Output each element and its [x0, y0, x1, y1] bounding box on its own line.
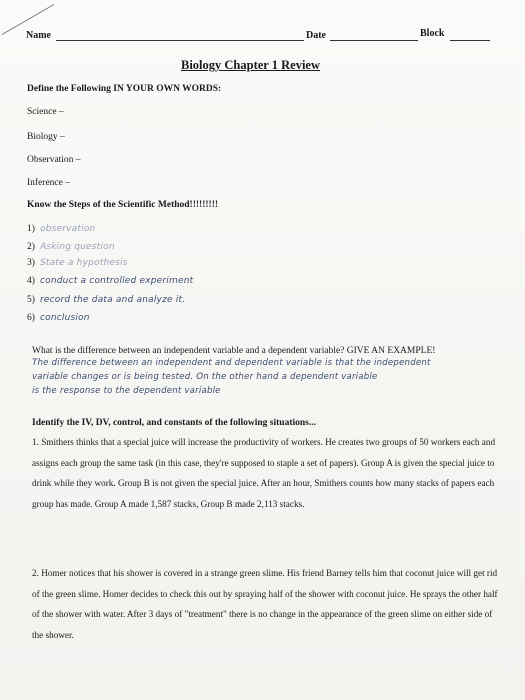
difference-answer-line: is the response to the dependent variable — [32, 386, 221, 396]
difference-answer-line: variable changes or is being tested. On the other hand a dependent variable — [32, 372, 378, 382]
step-number: 1) — [27, 224, 35, 234]
difference-question: What is the difference between an independent variable and a dependent variable? GIVE AN EXAMPLE! — [32, 346, 436, 356]
page-title: Biology Chapter 1 Review — [181, 58, 320, 72]
step-number: 4) — [27, 276, 35, 286]
term-observation: Observation – — [27, 155, 81, 165]
name-line[interactable] — [56, 40, 304, 41]
step-number: 6) — [27, 313, 35, 323]
steps-heading: Know the Steps of the Scientific Method!!!!!!!!! — [27, 200, 219, 210]
date-line[interactable] — [330, 40, 418, 41]
step-number: 5) — [27, 295, 35, 305]
step-answer: conduct a controlled experiment — [40, 276, 194, 286]
situation-2: 2. Homer notices that his shower is covered in a strange green slime. His friend Barney tells him that coconut juice will get rid of the green slime. Homer decides to check this out by spraying half of the shower with coconut juice. He sprays the other half of the shower with water. After 3 days of "treatment" there is no change in the appearance of the green slime on either side of the shower. — [32, 568, 498, 640]
step-number: 3) — [27, 258, 35, 268]
term-science: Science – — [27, 107, 64, 117]
step-number: 2) — [27, 242, 35, 252]
date-label: Date — [306, 30, 326, 41]
situation-1: 1. Smithers thinks that a special juice will increase the productivity of workers. He creates two groups of 50 workers each and assigns each group the same task (in this case, they're supposed to staple a set of papers). Group A is given the special juice to drink while they work. Group B is not given the special juice. After an hour, Smithers counts how many stacks of papers each group has made. Group A made 1,587 stacks, Group B made 2,113 stacks. — [32, 437, 496, 509]
block-label: Block — [420, 28, 445, 39]
term-biology: Biology – — [27, 132, 65, 142]
step-answer: record the data and analyze it. — [40, 295, 186, 305]
step-answer: observation — [40, 224, 96, 234]
identify-heading: Identify the IV, DV, control, and constants of the following situations... — [32, 418, 316, 428]
block-line[interactable] — [450, 40, 490, 41]
define-heading: Define the Following IN YOUR OWN WORDS: — [27, 84, 222, 94]
name-label: Name — [26, 30, 51, 41]
difference-answer-line: The difference between an independent and dependent variable is that the independent — [32, 358, 431, 368]
step-answer: Asking question — [40, 242, 115, 252]
term-inference: Inference – — [27, 178, 70, 188]
step-answer: conclusion — [40, 313, 90, 323]
step-answer: State a hypothesis — [40, 258, 128, 268]
